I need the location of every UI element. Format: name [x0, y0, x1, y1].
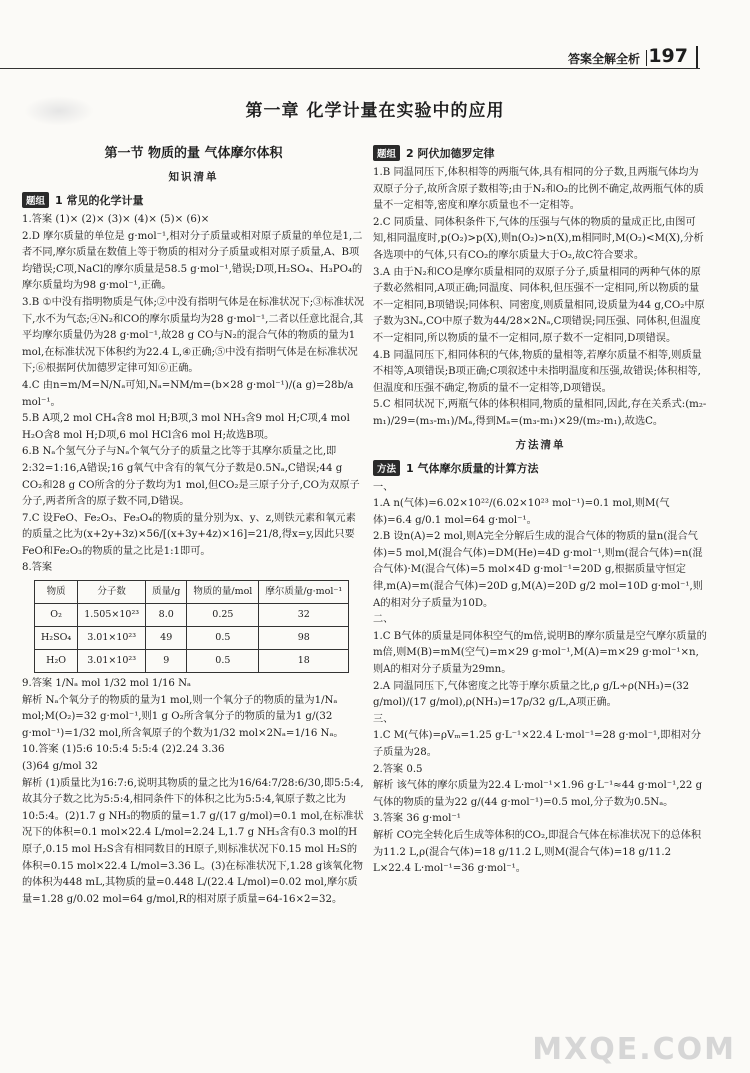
answer-line: 1.A n(气体)=6.02×10²²/(6.02×10²³ mol⁻¹)=0.1 mol,则M(气体)=6.4 g/0.1 mol=64 g·mol⁻¹。 [373, 498, 670, 526]
group-label: 2 阿伏加德罗定律 [406, 147, 495, 160]
table-header: 摩尔质量/g·mol⁻¹ [259, 581, 349, 604]
table-cell: 9 [146, 650, 187, 673]
answer-line: 3.A 由于N₂和CO是摩尔质量相同的双原子分子,质量相同的两种气体的原子数必然相同,A项正确;同温度、同体积,但压强不一定相同,所以物质的量不一定相同,B项错误;同体积、同密度,则质量相同,设质量为44 g,CO₂中原子数为3Nₐ,CO中原子数为44/28×2Nₐ,C项错误;同压强、同体积,但温度不一定相同,所以物质的量不一定相同,原子数不一定相同,D项错误。 [373, 266, 705, 344]
table-header: 物质 [35, 581, 78, 604]
answer-line: 解析 CO完全转化后生成等体积的CO₂,即混合气体在标准状况下的总体积为11.2 L,ρ(混合气体)=18 g/11.2 L,则M(混合气体)=18 g/11.2 L×22.4 L·mol⁻¹=36 g·mol⁻¹。 [373, 829, 702, 875]
table-cell: 49 [146, 627, 187, 650]
table-cell: 0.25 [187, 604, 259, 627]
table-cell: 18 [259, 650, 349, 673]
header-bar [696, 46, 698, 68]
method-answers [373, 480, 708, 878]
method-banner: 方法清单 [515, 438, 566, 451]
table-cell: 3.01×10²³ [78, 627, 146, 650]
answer-line: 2.答案 0.5 [373, 763, 423, 775]
answer-line: 2.D 摩尔质量的单位是 g·mol⁻¹,相对分子质量或相对原子质量的单位是1,二者不同,摩尔质量在数值上等于物质的相对分子质量或相对原子质量,A、B项均错误;C项,NaCl的摩尔质量是58.5 g·mol⁻¹,错误;D项,H₂SO₄、H₃PO₄的摩尔质量均为98 g·mol⁻¹,正确。 [22, 230, 363, 292]
table-row [35, 604, 349, 627]
group-1-heading [22, 192, 365, 208]
left-answers [22, 212, 365, 577]
answer-line: 8.答案 [22, 562, 53, 574]
method-label: 1 气体摩尔质量的计算方法 [406, 461, 539, 475]
header-separator [646, 50, 647, 66]
group-label: 1 常见的化学计量 [55, 194, 144, 207]
header-rule [0, 68, 700, 69]
table-cell: H₂SO₄ [35, 627, 78, 650]
answer-line: 解析 (1)质量比为16:7:6,说明其物质的量之比为16/64:7/28:6/30,即5:5:4,故其分子数之比为5:5:4,相同条件下的体积之比为5:5:4,氧原子数之比为10:5:4。(2)1.7 g NH₃的物质的量=1.7 g/(17 g/mol)=0.1 mol,在标准状况下的体积=0.1 mol×22.4 L/mol=2.24 L,1.7 g NH₃含有0.3 mol的H原子,0.15 mol H₂S含有相同数目的H原子,则标准状况下0.15 mol H₂S的体积=0.15 mol×22.4 L/mol=3.36 L。(3)在标准状况下,1.28 g该氧化物的体积为448 mL,其物质的量=0.448 L/(22.4 L/mol)=0.02 mol,摩尔质量=1.28 g/0.02 mol=64 g/mol,R的相对原子质量=64-16×2=32。 [22, 777, 364, 905]
answer-line: 5.C 相同状况下,两瓶气体的体积相同,物质的量相同,因此,存在关系式:(m₂-m₁)/29=(m₃-m₁)/Mₐ,得到Mₐ=(m₃-m₁)×29/(m₂-m₁),故选C。 [373, 399, 707, 427]
header-title: 答案全解全析 [567, 52, 640, 66]
answer-line: 10.答案 (1)5:6 10:5:4 5:5:4 (2)2.24 3.36 [22, 744, 225, 756]
right-answers [373, 165, 708, 431]
answer-line: 二、 [373, 614, 394, 626]
group-tag: 题组 [373, 145, 400, 161]
table-header: 质量/g [146, 581, 187, 604]
answer-line: 1.C M(气体)=ρVₘ=1.25 g·L⁻¹×22.4 L·mol⁻¹=28 g·mol⁻¹,即相对分子质量为28。 [373, 730, 702, 758]
answer-table [34, 580, 349, 673]
answer-line: 4.B 同温同压下,相同体积的气体,物质的量相等,若摩尔质量不相等,则质量不相等,A项错误;B项正确;C项叙述中未指明温度和压强,故错误;体积相等,但温度和压强不确定,物质的量不一定相等,D项错误。 [373, 349, 702, 394]
answer-line: 解析 该气体的摩尔质量为22.4 L·mol⁻¹×1.96 g·L⁻¹≈44 g·mol⁻¹,22 g气体的物质的量为22 g/(44 g·mol⁻¹)=0.5 mol,分子数为0.5Nₐ。 [373, 780, 703, 808]
answer-line: 2.B 设n(A)=2 mol,则A完全分解后生成的混合气体的物质的量n(混合气体)=5 mol,M(混合气体)=DM(He)=4D g·mol⁻¹,则m(混合气体)=n(混合气体)·M(混合气体)=5 mol×4D g·mol⁻¹=20D g,根据质量守恒定律,m(A)=m(混合气体)=20D g,M(A)=20D g/2 mol=10D g·mol⁻¹,则A的相对分子质量为10D。 [373, 531, 703, 609]
answer-line: 2.C 同质量、同体积条件下,气体的压强与气体的物质的量成正比,由图可知,相同温度时,p(O₂)>p(X),则n(O₂)>n(X),m相同时,M(O₂)<M(X),分析各选项中的气体,只有CO₂的摩尔质量大于O₂,故C符合要求。 [373, 216, 704, 261]
table-cell: H₂O [35, 650, 78, 673]
table-cell: 1.505×10²³ [78, 604, 146, 627]
answer-line: 一、 [373, 481, 394, 493]
answer-line: 1.B 同温同压下,体积相等的两瓶气体,具有相同的分子数,且两瓶气体均为双原子分子,故所含原子数相等;由于N₂和O₂的比例不确定,故两瓶气体的质量不一定相等,密度和摩尔质量也不一定相等。 [373, 167, 704, 212]
answer-line: (3)64 g/mol 32 [22, 761, 98, 773]
table-cell: 32 [259, 604, 349, 627]
left-column [22, 142, 365, 908]
table-cell: 0.5 [187, 627, 259, 650]
table-header-row [35, 581, 349, 604]
knowledge-banner: 知识清单 [168, 171, 219, 183]
table-header: 物质的量/mol [187, 581, 259, 604]
group-2-heading [373, 145, 708, 161]
section-title: 第一节 物质的量 气体摩尔体积 [104, 146, 283, 161]
answer-line: 1.答案 (1)× (2)× (3)× (4)× (5)× (6)× [22, 214, 210, 225]
page-number: 197 [648, 45, 688, 67]
method-1-heading [373, 460, 708, 476]
table-cell: 0.5 [187, 650, 259, 673]
chapter-title: 第一章 化学计量在实验中的应用 [245, 101, 505, 121]
group-tag: 题组 [22, 192, 49, 208]
answer-line: 7.C 设FeO、Fe₂O₃、Fe₃O₄的物质的量分别为x、y、z,则铁元素和氧元素的质量之比为(x+2y+3z)×56/[(x+3y+4z)×16]=21/8,得x=y,因此只要FeO和Fe₂O₃的物质的量之比是1:1即可。 [22, 512, 356, 557]
table-cell: 3.01×10²³ [78, 650, 146, 673]
answer-line: 3.B ①中没有指明物质是气体;②中没有指明气体是在标准状况下;③标准状况下,水不为气态;④N₂和CO的摩尔质量均为28 g·mol⁻¹,二者以任意比混合,其平均摩尔质量仍为28 g·mol⁻¹,故28 g CO与N₂的混合气体的物质的量为1 mol,在标准状况下体积约为22.4 L,④正确;⑤中没有指明气体是在标准状况下;⑥根据阿伏加德罗定律可知⑥正确。 [22, 296, 365, 375]
answer-line: 2.A 同温同压下,气体密度之比等于摩尔质量之比,ρ g/L÷ρ(NH₃)=(32 g/mol)/(17 g/mol),ρ(NH₃)=17ρ/32 g/L,A项正确。 [373, 680, 690, 709]
answer-line: 三、 [373, 713, 394, 725]
page-header [0, 44, 750, 74]
table-cell: O₂ [35, 604, 78, 627]
answer-line: 6.B Nₐ个氢气分子与Nₐ个氧气分子的质量之比等于其摩尔质量之比,即2:32=1:16,A错误;16 g氧气中含有的氧气分子数是0.5Nₐ,C错误;44 g CO₂和28 g CO所含的分子数均为1 mol,但CO₂是三原子分子,CO为双原子分子,两者所含的原子数不同,D错误。 [22, 446, 360, 508]
table-row [35, 627, 349, 650]
right-column [373, 142, 708, 878]
answer-line: 解析 Nₐ个氧分子的物质的量为1 mol,则一个氧分子的物质的量为1/Nₐ mol;M(O₂)=32 g·mol⁻¹,则1 g O₂所含氧分子的物质的量为1 g/(32 g·mol⁻¹)=1/32 mol,所含氧原子的个数为1/32 mol×2Nₐ=1/16 Nₐ。 [22, 694, 344, 739]
table-cell: 98 [259, 627, 349, 650]
answer-line: 1.C B气体的质量是同体积空气的m倍,说明B的摩尔质量是空气摩尔质量的m倍,则M(B)=mM(空气)=m×29 g·mol⁻¹,M(A)=m×29 g·mol⁻¹×n,则A的相对分子质量为29mn。 [373, 630, 707, 676]
watermark: MXQE.COM [532, 1032, 736, 1067]
answer-line: 5.B A项,2 mol CH₄含8 mol H;B项,3 mol NH₃含9 mol H;C项,4 mol H₂O含8 mol H;D项,6 mol HCl含6 mol H;故选B项。 [22, 413, 350, 441]
table-cell: 8.0 [146, 604, 187, 627]
left-answers-continued [22, 676, 365, 908]
table-header: 分子数 [78, 581, 146, 604]
method-tag: 方法 [373, 460, 400, 476]
answer-line: 3.答案 36 g·mol⁻¹ [373, 813, 461, 825]
table-row [35, 650, 349, 673]
answer-line: 4.C 由n=m/M=N/Nₐ可知,Nₐ=NM/m=(b×28 g·mol⁻¹)/(a g)=28b/a mol⁻¹。 [22, 379, 354, 408]
answer-line: 9.答案 1/Nₐ mol 1/32 mol 1/16 Nₐ [22, 678, 191, 690]
